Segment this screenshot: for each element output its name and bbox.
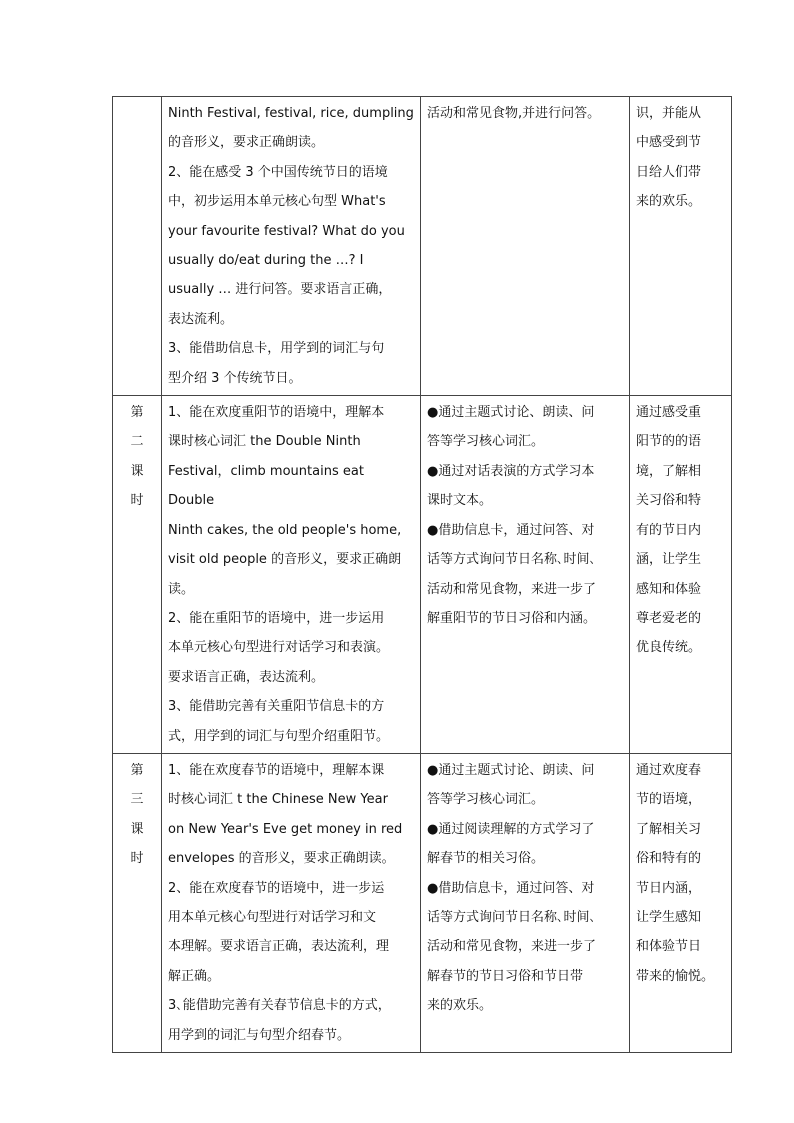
- goal-line: 时核心词汇 t the Chinese New Year: [168, 792, 388, 808]
- activity-line: 话等方式询问节日名称､时间､: [427, 909, 597, 925]
- goal-line: 3、能借助完善有关重阳节信息卡的方: [168, 699, 385, 715]
- value-line: 识，并能从: [636, 106, 702, 121]
- activities-cell: [421, 396, 630, 754]
- lesson-char: 时: [130, 493, 144, 509]
- value-line: 来的欢乐。: [636, 194, 702, 210]
- activity-line: 解重阳节的节日习俗和内涵。: [427, 610, 597, 626]
- value-line: 涵，让学生: [636, 552, 702, 568]
- table-row: [113, 396, 732, 754]
- activity-line: 答等学习核心词汇。: [427, 434, 545, 450]
- lesson-char: 课: [130, 463, 144, 479]
- lesson-char: 第: [130, 762, 144, 778]
- activity-line: 解春节的相关习俗。: [427, 851, 545, 867]
- value-line: 俗和特有的: [636, 851, 702, 867]
- lesson-cell: [113, 396, 162, 754]
- lesson-cell: [113, 753, 162, 1052]
- goal-line: Festival，climb mountains eat Double: [168, 463, 369, 509]
- goal-line: usually … 进行问答。要求语言正确，: [168, 282, 392, 298]
- value-line: 有的节日内: [636, 522, 702, 538]
- goal-line: 课时核心词汇 the Double Ninth: [168, 434, 361, 450]
- table-row: [113, 97, 732, 396]
- goal-line: 3､能借助完善有关春节信息卡的方式，: [168, 998, 391, 1014]
- value-line: 了解相关习: [636, 821, 702, 837]
- activity-line: ●通过主题式讨论、朗读、问: [427, 405, 595, 421]
- goal-line: 解正确。: [168, 968, 221, 984]
- goal-line: visit old people 的音形义，要求正确朗: [168, 552, 402, 568]
- activity-line: 活动和常见食物,并进行问答。: [427, 106, 601, 121]
- activity-line: ●通过对话表演的方式学习本: [427, 463, 595, 479]
- value-line: 通过感受重: [636, 405, 702, 421]
- value-line: 中感受到节: [636, 135, 702, 151]
- goal-line: 本单元核心句型进行对话学习和表演。: [168, 640, 390, 656]
- goal-line: 本理解。要求语言正确，表达流利，理: [168, 939, 390, 955]
- goals-cell: [162, 97, 421, 396]
- lesson-char: 时: [130, 851, 144, 867]
- activity-line: 课时文本。: [427, 493, 493, 509]
- activity-line: 活动和常见食物，来进一步了: [427, 939, 597, 955]
- goal-line: your favourite festival? What do you: [168, 223, 405, 239]
- goal-line: 型介绍 3 个传统节日。: [168, 370, 302, 386]
- lesson-char: 三: [130, 792, 144, 808]
- value-line: 尊老爱老的: [636, 610, 702, 626]
- value-line: 关习俗和特: [636, 493, 702, 509]
- activities-cell: [421, 753, 630, 1052]
- values-cell: [630, 753, 732, 1052]
- goal-line: 1、能在欢度春节的语境中，理解本课: [168, 762, 385, 778]
- activities-cell: [421, 97, 630, 396]
- value-line: 通过欢度春: [636, 762, 702, 778]
- goal-line: 用学到的词汇与句型介绍春节。: [168, 1027, 351, 1043]
- goal-line: usually do/eat during the …? I: [168, 253, 364, 269]
- goal-line: Ninth Festival, festival, rice, dumpling: [168, 106, 414, 121]
- values-cell: [630, 97, 732, 396]
- value-line: 日给人们带: [636, 164, 702, 180]
- lesson-char: 二: [130, 434, 144, 450]
- goal-line: 读。: [168, 581, 195, 597]
- value-line: 节的语境，: [636, 792, 702, 808]
- value-line: 感知和体验: [636, 581, 702, 597]
- value-line: 优良传统。: [636, 640, 702, 656]
- value-line: 节日内涵，: [636, 880, 702, 896]
- goal-line: 中，初步运用本单元核心句型 What's: [168, 194, 386, 210]
- lesson-cell: [113, 97, 162, 396]
- value-line: 让学生感知: [636, 909, 702, 925]
- goal-line: 1、能在欢度重阳节的语境中，理解本: [168, 405, 385, 421]
- goal-line: 的音形义，要求正确朗读。: [168, 135, 325, 151]
- goal-line: Ninth cakes, the old people's home,: [168, 522, 402, 538]
- activity-line: ●借助信息卡，通过问答、对: [427, 880, 595, 896]
- goal-line: 2、能在感受 3 个中国传统节日的语境: [168, 164, 388, 180]
- table-row: [113, 753, 732, 1052]
- value-line: 带来的愉悦。: [636, 968, 715, 984]
- lesson-char: 课: [130, 821, 144, 837]
- goal-line: 2、能在欢度春节的语境中，进一步运: [168, 880, 385, 896]
- goal-line: 2、能在重阳节的语境中，进一步运用: [168, 610, 385, 626]
- lesson-plan-table: [112, 96, 732, 1053]
- values-cell: [630, 396, 732, 754]
- goal-line: 用本单元核心句型进行对话学习和文: [168, 909, 377, 925]
- activity-line: ●借助信息卡，通过问答、对: [427, 522, 595, 538]
- goals-cell: [162, 753, 421, 1052]
- goal-line: 3、能借助信息卡，用学到的词汇与句: [168, 341, 385, 357]
- goal-line: 要求语言正确，表达流利。: [168, 669, 325, 685]
- activity-line: ●通过主题式讨论、朗读、问: [427, 762, 595, 778]
- value-line: 阳节的的语: [636, 434, 702, 450]
- goal-line: 式，用学到的词汇与句型介绍重阳节。: [168, 728, 390, 744]
- value-line: 和体验节日: [636, 939, 702, 955]
- activity-line: 活动和常见食物，来进一步了: [427, 581, 597, 597]
- activity-line: 解春节的节日习俗和节日带: [427, 968, 584, 984]
- goal-line: on New Year's Eve get money in red: [168, 821, 403, 837]
- activity-line: 答等学习核心词汇。: [427, 792, 545, 808]
- activity-line: 来的欢乐。: [427, 998, 493, 1014]
- value-line: 境，了解相: [636, 463, 702, 479]
- activity-line: ●通过阅读理解的方式学习了: [427, 821, 595, 837]
- activity-line: 话等方式询问节日名称､时间､: [427, 552, 597, 568]
- goal-line: envelopes 的音形义，要求正确朗读。: [168, 851, 395, 867]
- lesson-char: 第: [130, 405, 144, 421]
- goal-line: 表达流利。: [168, 311, 234, 327]
- goals-cell: [162, 396, 421, 754]
